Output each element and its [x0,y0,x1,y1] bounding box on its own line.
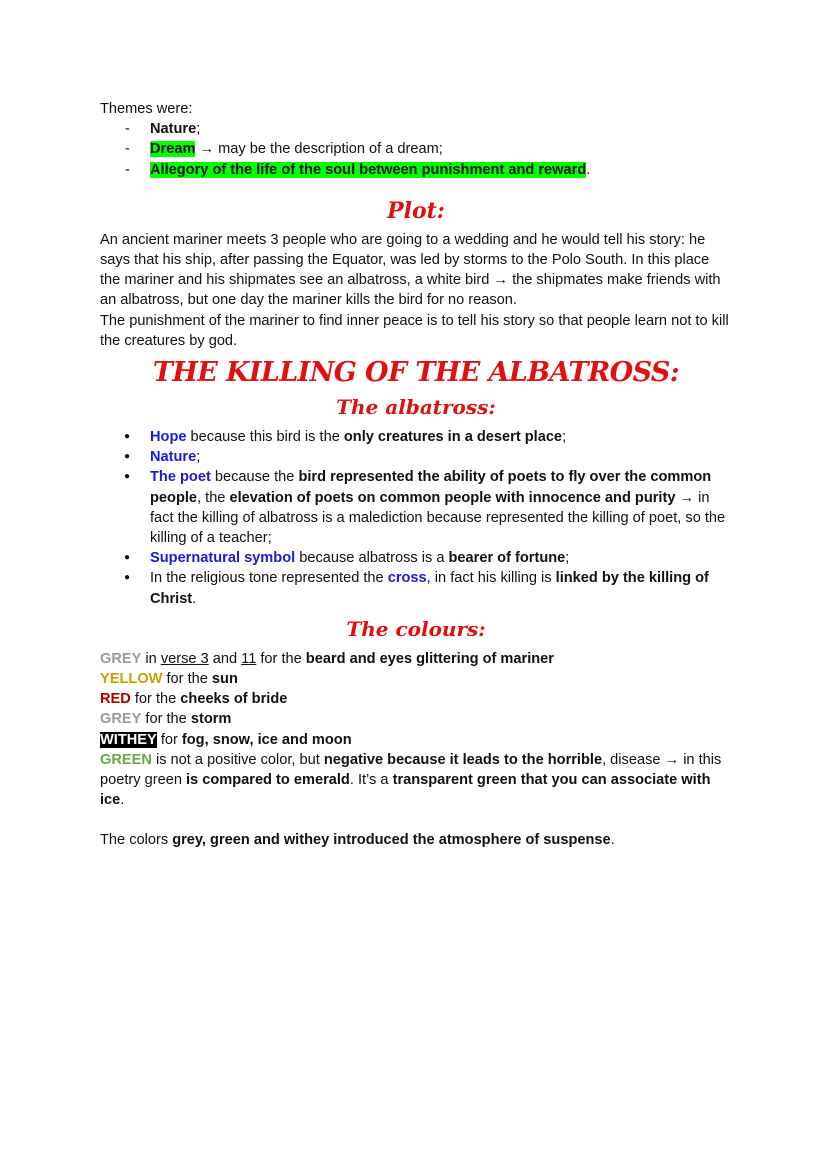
strong-text: is compared to emerald [186,772,350,789]
symbol-item-poet [100,467,732,548]
symbol-item-supernatural [100,548,732,568]
text: for [156,731,182,748]
strong-text: fog, snow, ice and moon [181,731,352,748]
text: is not a positive color, but [151,751,324,768]
text: . [610,832,615,849]
colour-line-withey [100,730,732,750]
colour-name: GREEN [100,751,152,768]
text: ; [562,429,567,446]
symbol-key: The poet [150,469,211,486]
strong-text: only creatures in a desert place [343,429,563,446]
colour-name: GREY [100,711,142,728]
colour-line-grey [100,649,732,669]
theme-item-nature [100,119,732,139]
text: , the [197,489,230,506]
theme-dream: Dream [150,141,196,158]
text: because albatross is a [295,550,449,567]
symbol-item-hope [100,427,732,447]
colour-line-grey-storm [100,709,732,729]
text: in [141,650,161,667]
strong-text: storm [190,711,232,728]
text: because the [210,469,299,486]
verse-reference: verse 3 [160,650,209,667]
symbol-item-cross [100,568,732,608]
colour-name: GREY [100,650,142,667]
killing-heading: THE KILLING OF THE ALBATROSS: [152,357,680,389]
theme-allegory: Allegory of the life of the soul between punishment and reward [150,161,587,178]
strong-text: elevation of poets on common people with innocence and purity [229,489,676,506]
colour-name: WITHEY [100,731,157,748]
text: . [120,792,125,809]
text: for the [256,650,306,667]
themes-intro: Themes were: [100,101,193,117]
text: and [208,650,242,667]
colour-line-green [100,750,732,811]
text: for the [130,691,181,708]
document-content [100,99,732,851]
symbol-key: Nature [150,449,197,466]
strong-text: sun [211,671,238,688]
colour-line-yellow [100,669,732,689]
verse-reference: 11 [241,650,257,667]
text: → in fact the killing of albatross is a malediction because represented the killing of poet, so the killing of a teacher; [150,489,726,547]
text: , in fact his killing is [426,570,556,587]
text: . [192,590,197,607]
colour-name: YELLOW [100,671,163,688]
colour-line-red [100,689,732,709]
albatross-symbol-list [100,427,732,609]
strong-text: grey, green and withey introduced the atmosphere of suspense [172,832,611,849]
text: , disease → in this poetry green [100,751,722,789]
theme-nature-rest: ; [196,121,201,138]
symbol-item-nature [100,447,732,467]
strong-text: beard and eyes glittering of mariner [305,650,554,667]
text: for the [162,671,212,688]
strong-text: cheeks of bride [180,691,288,708]
symbol-key: Supernatural symbol [150,550,296,567]
text: In the religious tone represented the [150,570,388,587]
plot-paragraph-2: The punishment of the mariner to find inner peace is to tell his story so that people learn not to kill the creatures by god. [100,312,729,349]
text: . It’s a [349,772,393,789]
theme-dream-rest: → may be the description of a dream; [195,141,443,158]
plot-paragraph-1: An ancient mariner meets 3 people who are going to a wedding and he would tell his story: he says that his ship, after passing the Equator, was led by storms to the Polo South. In this place the mariner and his shipmates see an albatross, a white bird → the shipmates make friends with an albatross, but one day the mariner kills the bird for no reason. [100,231,721,309]
strong-text: linked by the killing of Christ [150,570,709,607]
text: because this bird is the [186,429,344,446]
strong-text: bird represented the ability of poets to fly over the common people [150,469,712,506]
albatross-subheading: The albatross: [336,395,496,420]
text: for the [141,711,191,728]
theme-allegory-rest: . [586,161,591,178]
themes-list [100,119,732,180]
plot-heading: Plot: [387,197,445,224]
colours-heading: The colours: [346,616,486,641]
strong-text: bearer of fortune [448,550,566,567]
theme-nature: Nature [150,121,197,138]
spacer [100,810,732,830]
symbol-key: cross [387,570,427,587]
strong-text: negative because it leads to the horrible [323,751,603,768]
theme-item-dream [100,139,732,159]
colours-closing [100,830,732,850]
text: The colors [100,832,173,849]
theme-item-allegory [100,160,732,180]
colour-name: RED [100,691,131,708]
text: ; [565,550,570,567]
strong-text: transparent green that you can associate with ice [100,772,711,809]
text: ; [196,449,201,466]
symbol-key: Hope [150,429,187,446]
